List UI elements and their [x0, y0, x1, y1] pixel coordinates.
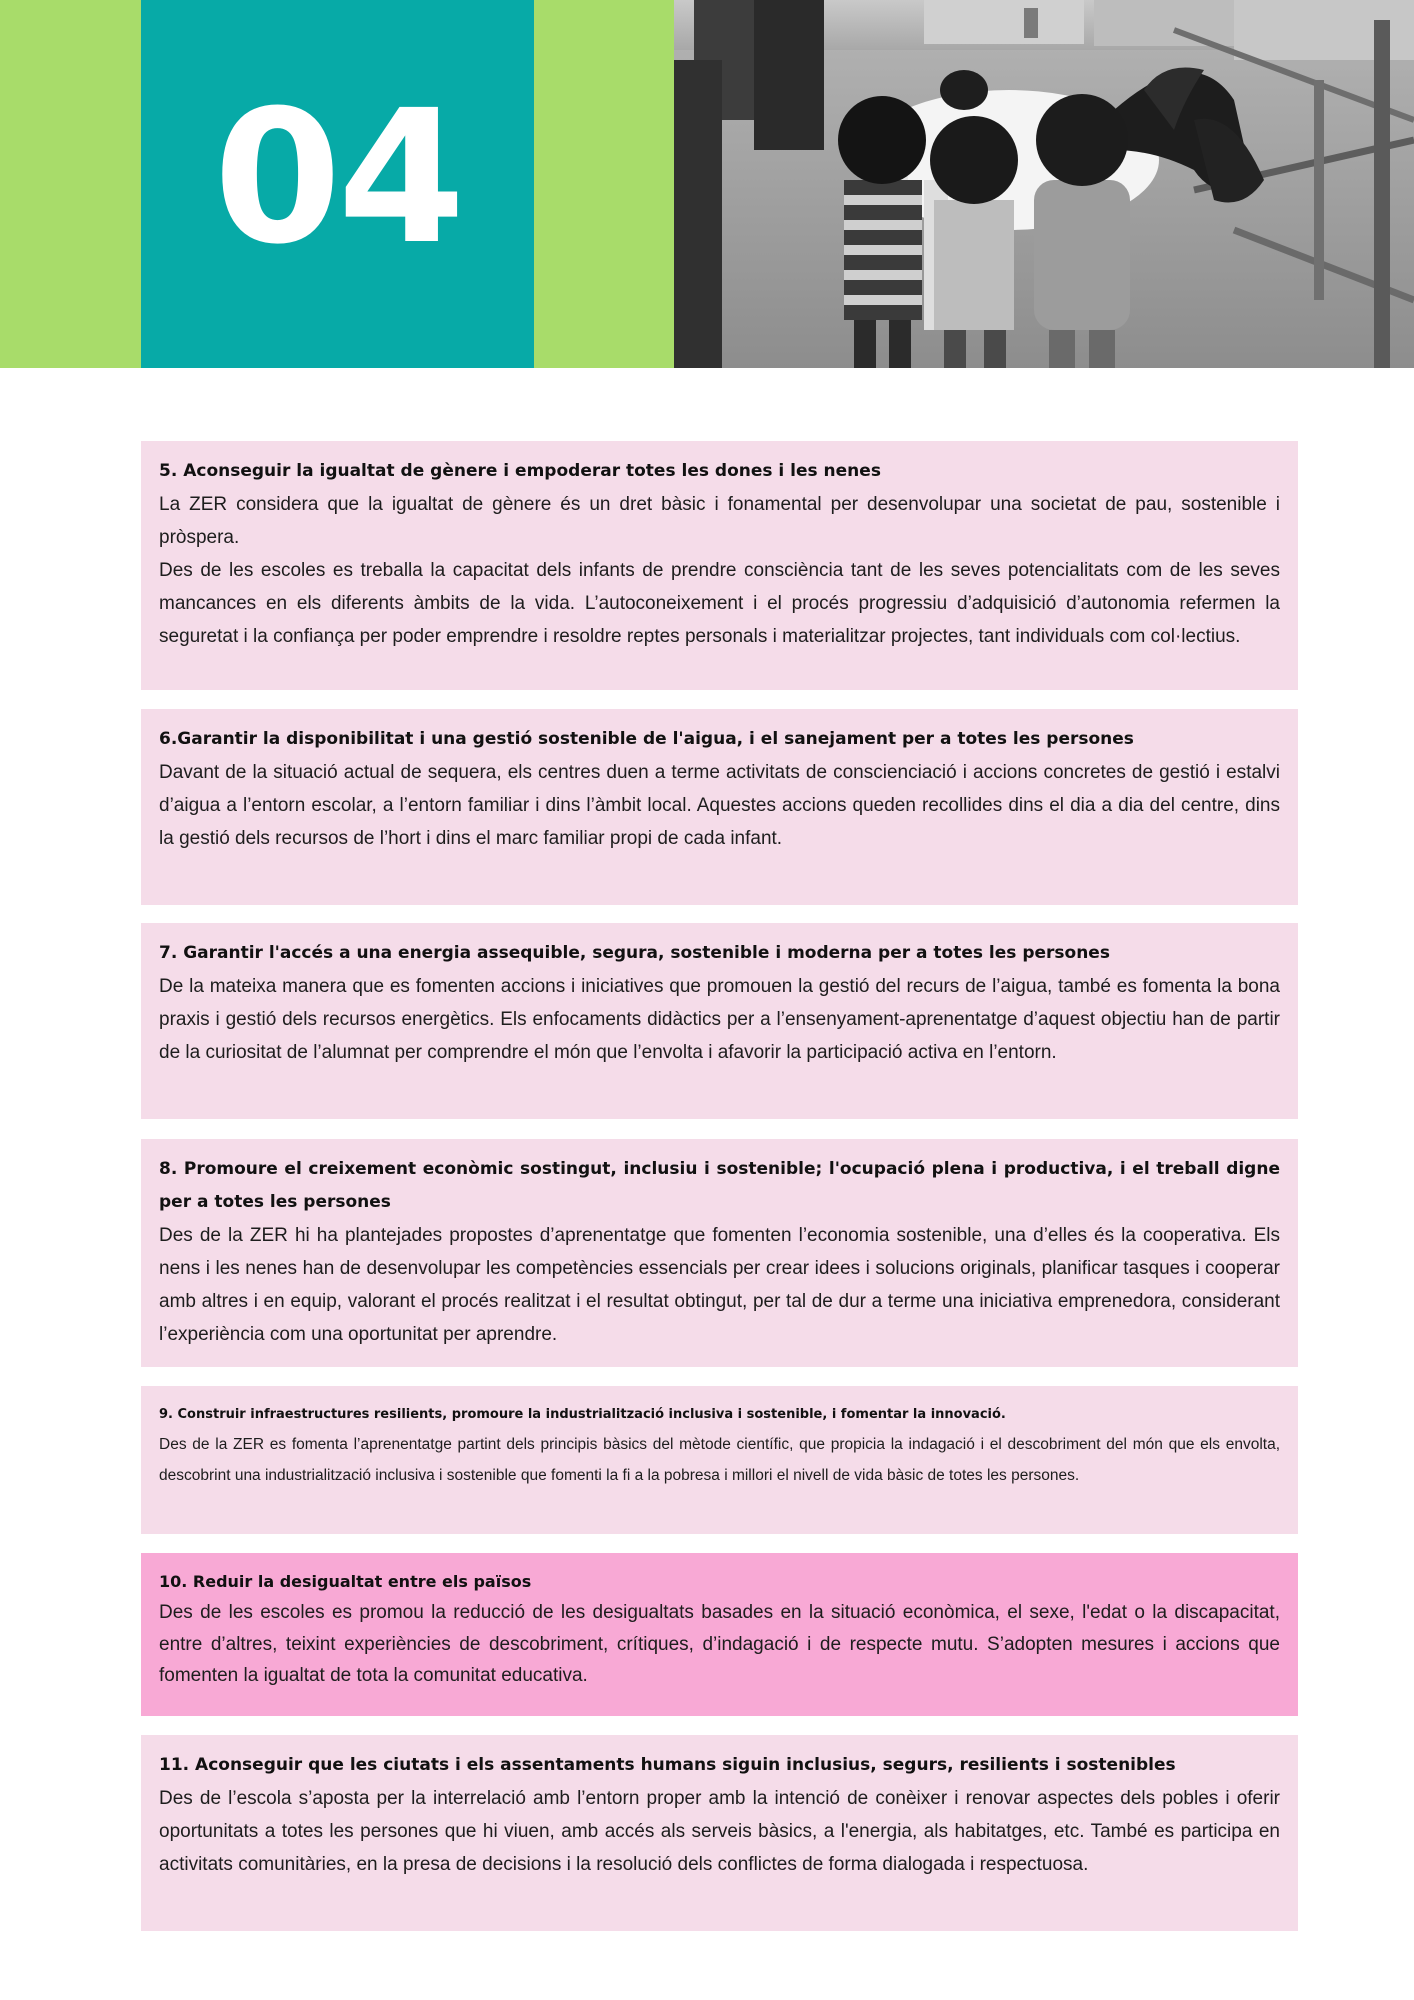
- children-pony-photo-illustration: [674, 0, 1414, 368]
- section-title: 10. Reduir la desigualtat entre els països: [159, 1572, 532, 1591]
- page-header: [0, 0, 1414, 368]
- section-sdg-11: [141, 1735, 1298, 1931]
- header-photo: [674, 0, 1414, 368]
- section-body-continued: Des de les escoles es treballa la capacitat dels infants de prendre consciència tant de les seves potencialitats com de les seves mancances en els diferents àmbits de la vida. L’autoconeixement i el procés progressiu d’adquisició d’autonomia refermen la seguretat i la confiança per poder emprendre i resoldre reptes personals i materialitzar projectes, tant individuals com col·lectius.: [159, 560, 1280, 647]
- section-body: Davant de la situació actual de sequera, els centres duen a terme activitats de conscienciació i accions concretes de gestió i estalvi d’aigua a l’entorn escolar, a l’entorn familiar i dins l’àmbit local. Aquestes accions queden recollides dins el dia a dia del centre, dins la gestió dels recursos de l’hort i dins el marc familiar propi de cada infant.: [159, 762, 1280, 849]
- section-sdg-9: [141, 1386, 1298, 1534]
- section-sdg-6: [141, 709, 1298, 905]
- section-title: 5. Aconseguir la igualtat de gènere i empoderar totes les dones i les nenes: [159, 461, 881, 481]
- section-sdg-10: [141, 1553, 1298, 1716]
- section-title: 6.Garantir la disponibilitat i una gestió sostenible de l'aigua, i el sanejament per a totes les persones: [159, 729, 1134, 749]
- section-sdg-5: [141, 441, 1298, 690]
- section-sdg-8: [141, 1139, 1298, 1367]
- section-body: Des de la ZER es fomenta l’aprenentatge partint dels principis bàsics del mètode científic, que propicia la indagació i el descobriment del món que els envolta, descobrint una industrialització inclusiva i sostenible que fomenti la fi a la pobresa i millori el nivell de vida bàsic de totes les persones.: [159, 1436, 1280, 1484]
- section-title: 7. Garantir l'accés a una energia assequible, segura, sostenible i moderna per a totes les persones: [159, 943, 1110, 963]
- section-sdg-7: [141, 923, 1298, 1119]
- section-body: Des de la ZER hi ha plantejades propostes d’aprenentatge que fomenten l’economia sostenible, una d’elles és la cooperativa. Els nens i les nenes han de desenvolupar les competències essencials per crear idees i solucions originals, planificar tasques i cooperar amb altres i en equip, valorant el procés realitzat i el resultat obtingut, per tal de dur a terme una iniciativa emprenedora, considerant l’experiència com una oportunitat per aprendre.: [159, 1225, 1280, 1345]
- section-body: La ZER considera que la igualtat de gènere és un dret bàsic i fonamental per desenvolupar una societat de pau, sostenible i pròspera.: [159, 494, 1280, 548]
- section-title: 9. Construir infraestructures resilients, promoure la industrialització inclusiva i sostenible, i fomentar la innovació.: [159, 1407, 1006, 1422]
- chapter-number: 04: [213, 71, 462, 285]
- section-body: Des de les escoles es promou la reducció de les desigualtats basades en la situació econòmica, el sexe, l'edat o la discapacitat, entre d’altres, teixint experiències de descobriment, crítiques, d’indagació i de respecte mutu. S’adopten mesures i accions que fomenten la igualtat de tota la comunitat educativa.: [159, 1602, 1280, 1686]
- section-body: Des de l’escola s’aposta per la interrelació amb l’entorn proper amb la intenció de conèixer i renovar aspectes dels pobles i oferir oportunitats a totes les persones que hi viuen, amb accés als serveis bàsics, a l'energia, als habitatges, etc. També es participa en activitats comunitàries, en la presa de decisions i la resolució dels conflictes de forma dialogada i respectuosa.: [159, 1788, 1280, 1875]
- section-body: De la mateixa manera que es fomenten accions i iniciatives que promouen la gestió del recurs de l’aigua, també es fomenta la bona praxis i gestió dels recursos energètics. Els enfocaments didàctics per a l’ensenyament-aprenentatge d’aquest objectiu han de partir de la curiositat de l’alumnat per comprendre el món que l’envolta i afavorir la participació activa en l’entorn.: [159, 976, 1280, 1063]
- section-title: 8. Promoure el creixement econòmic sostingut, inclusiu i sostenible; l'ocupació plena i productiva, i el treball digne per a totes les persones: [159, 1159, 1280, 1212]
- section-title: 11. Aconseguir que les ciutats i els assentaments humans siguin inclusius, segurs, resilients i sostenibles: [159, 1755, 1176, 1775]
